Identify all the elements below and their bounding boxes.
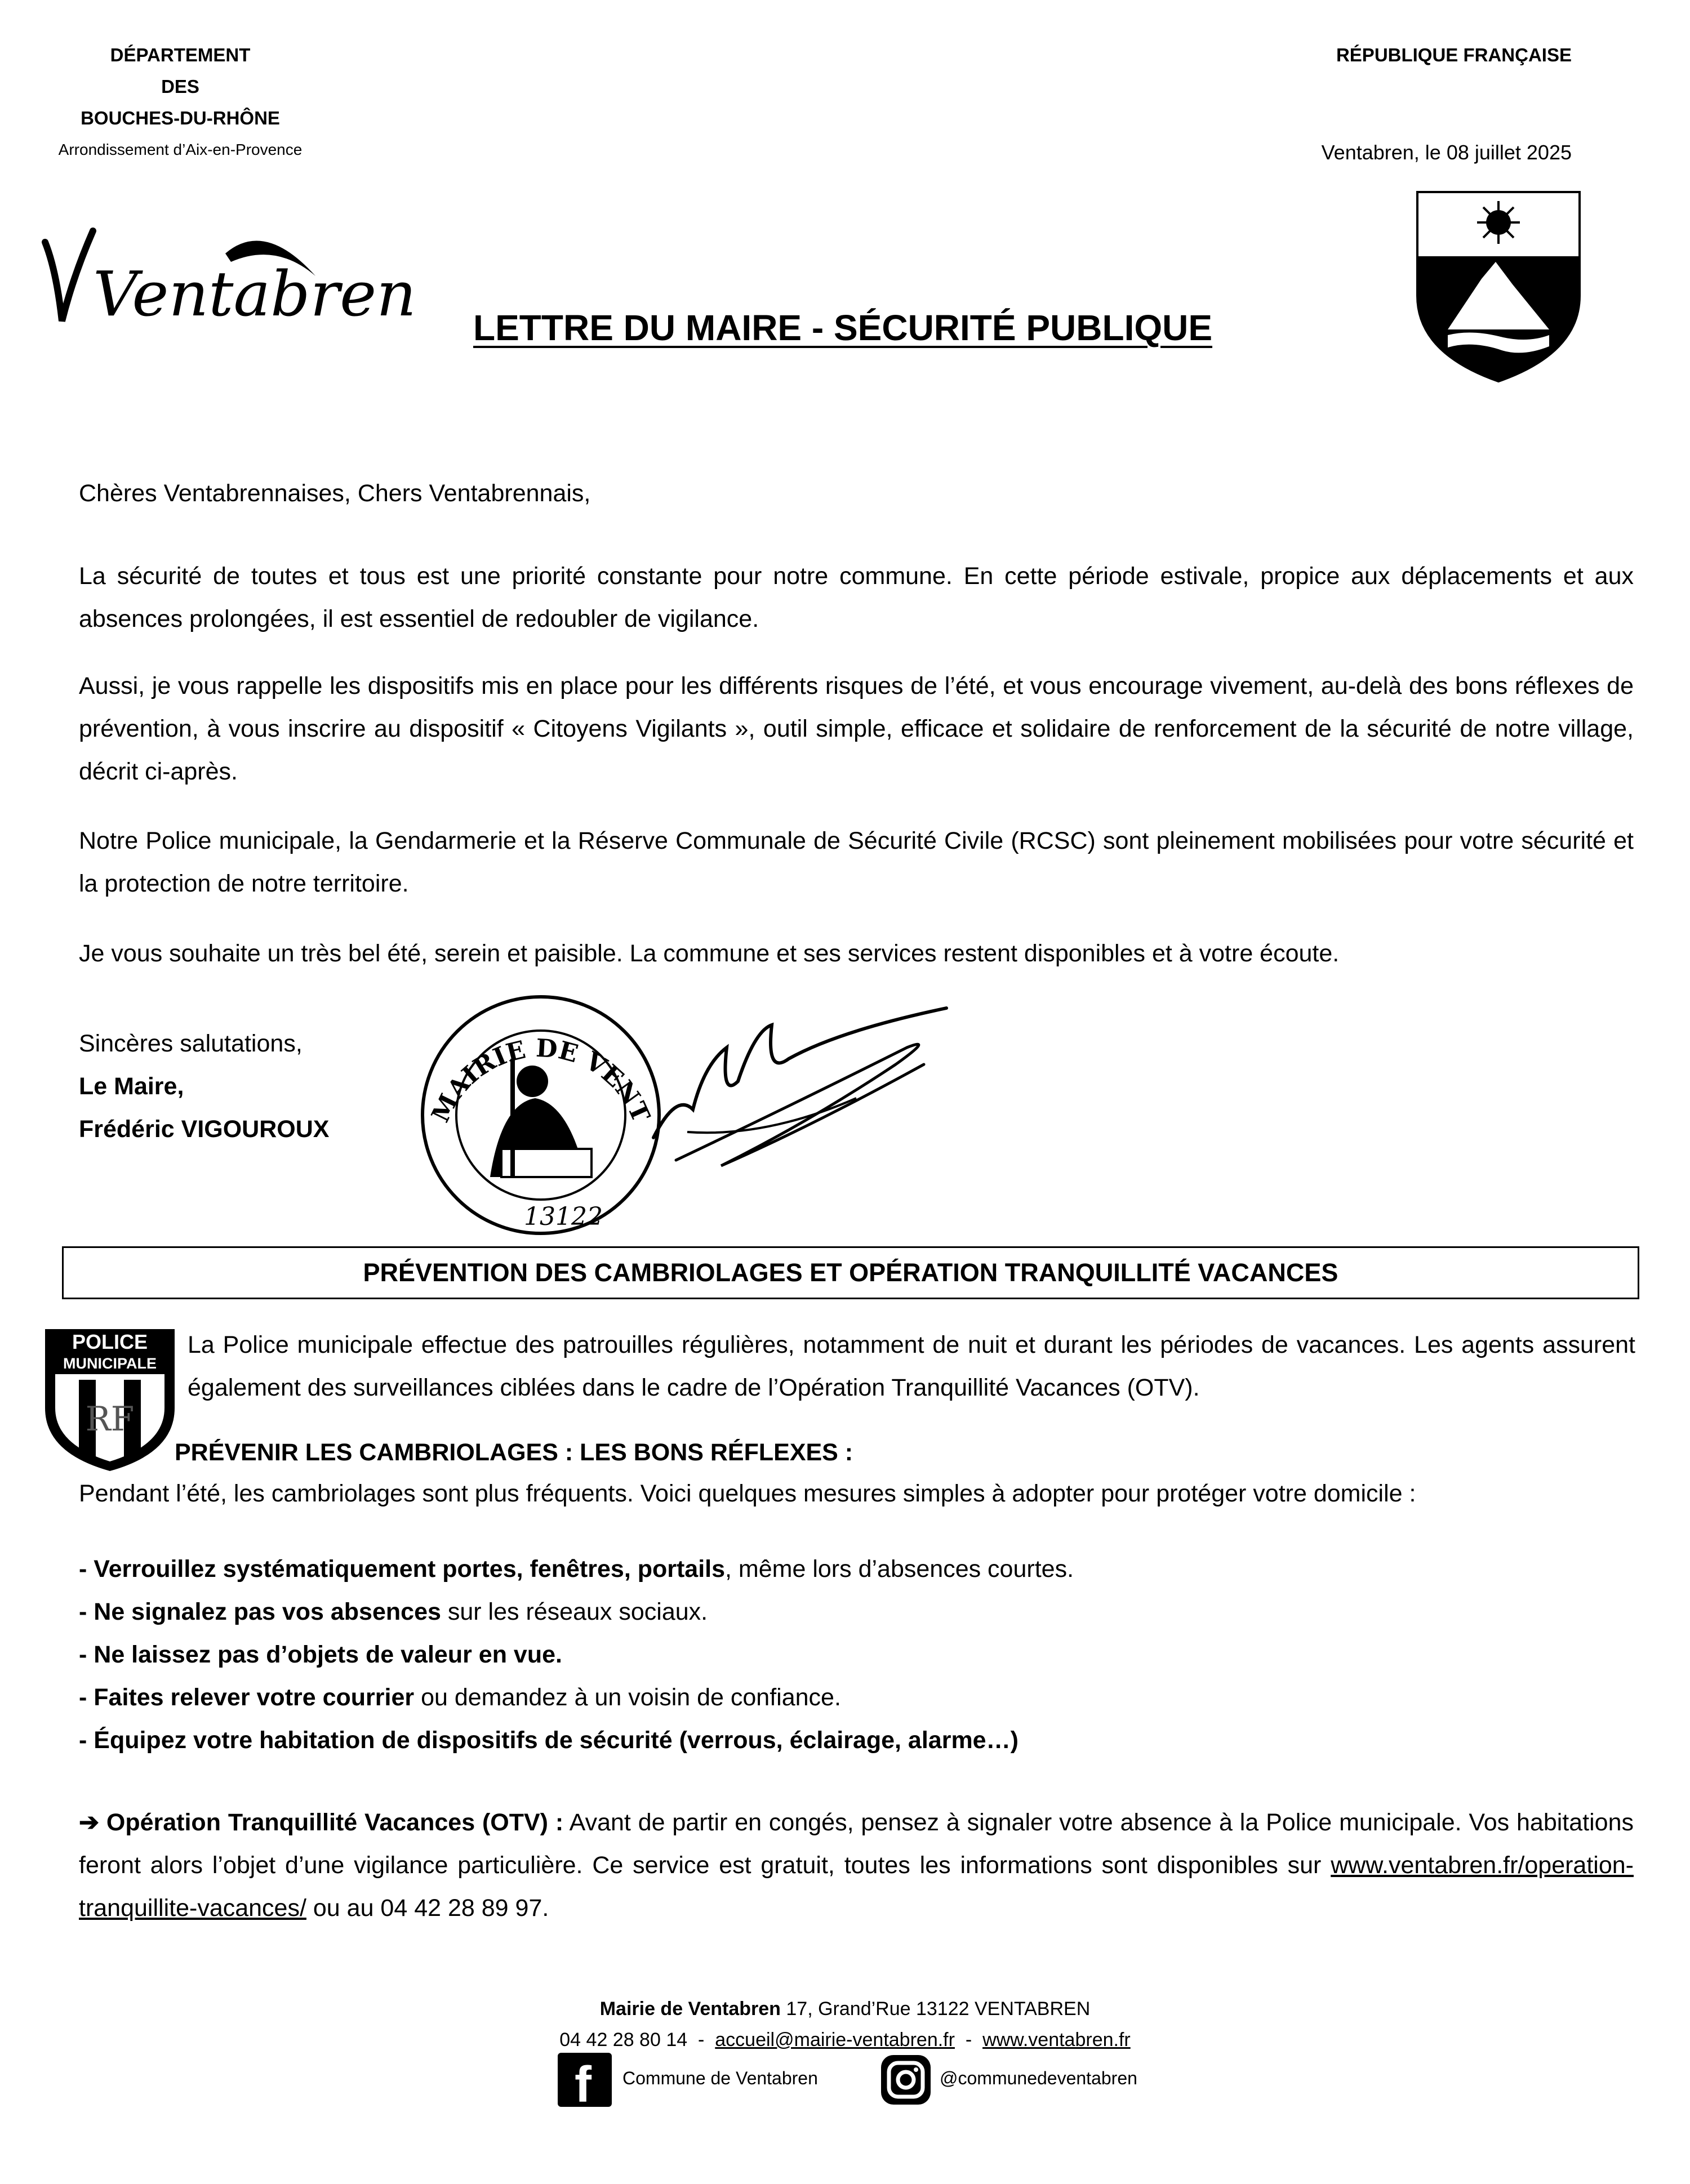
instagram-label[interactable]: @communedeventabren <box>940 2068 1137 2088</box>
otv-label: Opération Tranquillité Vacances (OTV) : <box>106 1809 564 1836</box>
sun-icon <box>1477 201 1520 244</box>
list-item-rest: sur les réseaux sociaux. <box>441 1598 708 1625</box>
page-title: LETTRE DU MAIRE - SÉCURITÉ PUBLIQUE <box>473 307 1213 348</box>
footer-email-link[interactable]: accueil@mairie-ventabren.fr <box>715 2029 955 2051</box>
signature-block <box>79 1022 329 1151</box>
facebook-label[interactable]: Commune de Ventabren <box>622 2068 818 2088</box>
letter-paragraph-1: La sécurité de toutes et tous est une priorité constante pour notre commune. En cette période estivale, propice aux déplacements et aux absences prolongées, il est essentiel de redoubler de vigilance. <box>79 563 1634 632</box>
mayor-role: Le Maire, <box>79 1073 184 1100</box>
mairie-seal <box>417 991 665 1242</box>
republic-text: RÉPUBLIQUE FRANÇAISE <box>1336 44 1572 65</box>
list-item-bold: - Ne laissez pas d’objets de valeur en vue. <box>79 1641 562 1668</box>
otv-text: Avant de partir en congés, pensez à signaler votre absence à la Police municipale. Vos habitations feront alors l’objet d’une vigilance particulière. Ce service est gratuit, toutes les informations sont disponibles sur <box>79 1809 1634 1879</box>
prevention-heading: PRÉVENIR LES CAMBRIOLAGES : LES BONS RÉFLEXES : <box>175 1439 853 1466</box>
footer-phone: 04 42 28 80 14 <box>559 2029 688 2051</box>
seal-ring-text: MAIRIE DE VENT <box>426 1033 655 1127</box>
marianne-figure <box>490 1059 592 1177</box>
logo-text: Ventabren <box>93 258 417 330</box>
list-item-bold: - Verrouillez systématiquement portes, fenêtres, portails <box>79 1555 726 1583</box>
list-item-bold: - Ne signalez pas vos absences <box>79 1598 441 1625</box>
footer-address <box>0 1998 1690 2020</box>
list-item-rest: , même lors d’absences courtes. <box>725 1555 1074 1583</box>
list-item <box>79 1590 1074 1633</box>
footer-contact <box>0 2029 1690 2051</box>
letter-paragraph-3: Notre Police municipale, la Gendarmerie et la Réserve Communale de Sécurité Civile (RCSC) sont pleinement mobilisées pour votre sécurité et la protection de notre territoire. <box>79 827 1634 897</box>
footer-address-text: 17, Grand’Rue 13122 VENTABREN <box>780 1998 1091 2020</box>
list-item <box>79 1676 1074 1719</box>
mayor-signature <box>642 997 958 1185</box>
ventabren-logo <box>39 208 417 346</box>
svg-text:RF: RF <box>85 1399 135 1439</box>
list-item-bold: - Faites relever votre courrier <box>79 1684 415 1711</box>
badge-line-1: POLICE <box>72 1330 148 1353</box>
prevention-intro: Pendant l’été, les cambriolages sont plus fréquents. Voici quelques mesures simples à adopter pour protéger votre domicile : <box>79 1480 1416 1507</box>
list-item <box>79 1633 1074 1676</box>
department-label: DÉPARTEMENT <box>110 44 251 65</box>
letter-date: Ventabren, le 08 juillet 2025 <box>1321 141 1572 164</box>
department-des: DES <box>161 76 199 97</box>
instagram-icon[interactable] <box>879 2053 933 2107</box>
list-item-rest: ou demandez à un voisin de confiance. <box>414 1684 841 1711</box>
closing: Sincères salutations, <box>79 1030 303 1057</box>
list-item-bold: - Équipez votre habitation de dispositifs de sécurité (verrous, éclairage, alarme…) <box>79 1727 1019 1754</box>
footer-website-link[interactable]: www.ventabren.fr <box>982 2029 1131 2051</box>
section-title: PRÉVENTION DES CAMBRIOLAGES ET OPÉRATION TRANQUILLITÉ VACANCES <box>62 1246 1639 1299</box>
prevention-list <box>79 1548 1074 1762</box>
police-paragraph: La Police municipale effectue des patrouilles régulières, notamment de nuit et durant les périodes de vacances. Les agents assurent également des surveillances ciblées dans le cadre de l’Opération Tranquillité Vacances (OTV). <box>188 1331 1635 1401</box>
list-item <box>79 1719 1074 1762</box>
facebook-icon[interactable]: f <box>558 2053 612 2107</box>
list-item <box>79 1548 1074 1590</box>
arrondissement: Arrondissement d’Aix-en-Provence <box>58 141 303 158</box>
letter-paragraph-2: Aussi, je vous rappelle les dispositifs mis en place pour les différents risques de l’été, et vous encourage vivement, au-delà des bons réflexes de prévention, à vous inscrire au dispositif « Citoyens Vigilants », outil simple, efficace et solidaire de renforcement de la sécurité de notre village, décrit ci-après. <box>79 672 1634 785</box>
badge-line-2: MUNICIPALE <box>63 1355 157 1372</box>
footer-mairie: Mairie de Ventabren <box>599 1998 781 2020</box>
coat-of-arms <box>1414 189 1583 389</box>
letter-greeting: Chères Ventabrennaises, Chers Ventabrennais, <box>79 480 591 507</box>
mayor-name: Frédéric VIGOUROUX <box>79 1116 330 1143</box>
otv-phone: ou au 04 42 28 89 97. <box>306 1895 549 1922</box>
arrow-icon: ➔ <box>79 1809 100 1836</box>
otv-paragraph <box>79 1801 1634 1929</box>
footer-separator: - <box>687 2029 715 2051</box>
letter-paragraph-4: Je vous souhaite un très bel été, serein et paisible. La commune et ses services restent disponibles et à votre écoute. <box>79 940 1340 967</box>
footer-separator: - <box>954 2029 983 2051</box>
department-block <box>23 39 338 166</box>
republic-label <box>1336 39 1572 71</box>
otv-link[interactable]: www.ventabren.fr/operation-tranquillite-vacances/ <box>79 1852 1634 1922</box>
department-name: BOUCHES-DU-RHÔNE <box>81 108 280 128</box>
police-municipale-badge <box>39 1323 180 1478</box>
seal-code: 13122 <box>524 1202 603 1231</box>
